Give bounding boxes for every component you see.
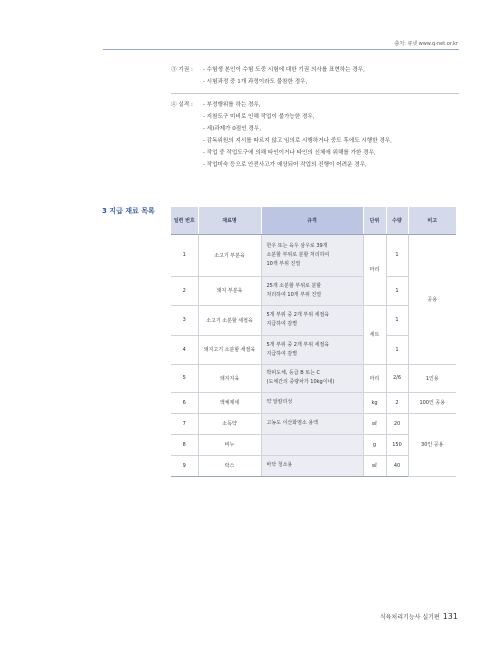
cell-qty: 2 [386, 392, 408, 413]
book-title: 식육처리기능사 실기편 [379, 614, 440, 621]
cell-no: 1 [171, 234, 198, 276]
criteria-label: ③ 기권 : [171, 67, 193, 73]
cell-name: 돼지지육 [198, 364, 261, 392]
criteria-item: - 세)과제가 0점인 경우, [203, 126, 261, 132]
cell-qty: 1 [386, 335, 408, 364]
cell-no: 8 [171, 434, 198, 455]
cell-no: 6 [171, 392, 198, 413]
section-title: 3 지급 재료 목록 [102, 207, 155, 215]
criteria-item: - 수험생 본인이 수험 도중 시험에 대한 기권 의사를 표현하는 경우, [203, 67, 365, 73]
cell-no: 5 [171, 364, 198, 392]
materials-table [171, 207, 456, 477]
cell-note: 100인 공용 [408, 392, 456, 413]
cell-spec: 5개 부위 중 2개 부위 세절육 지급하여 감별 [261, 335, 363, 364]
cell-unit: ㎖ [363, 455, 386, 476]
cell-unit: g [363, 434, 386, 455]
page-footer [380, 612, 458, 621]
cell-qty: 1 [386, 305, 408, 335]
cell-name: 소고기 부분육 [198, 234, 261, 276]
criteria-item: - 부정행위를 하는 경우, [203, 102, 261, 108]
cell-spec: 5개 부위 중 2개 부위 세절육 지급하여 감별 [261, 305, 363, 335]
cell-qty: 20 [386, 413, 408, 434]
cell-no: 9 [171, 455, 198, 476]
cell-unit: 세트 [363, 305, 386, 364]
cell-unit: 마리 [363, 234, 386, 305]
cell-unit: ㎖ [363, 413, 386, 434]
cell-no: 4 [171, 335, 198, 364]
cell-note: 1인용 [408, 364, 456, 392]
cell-spec [261, 434, 363, 455]
criteria-item: - 지참도구 미비로 인해 작업이 불가능한 경우, [203, 114, 315, 120]
cell-qty: 1 [386, 276, 408, 305]
cell-qty: 40 [386, 455, 408, 476]
criteria-item: - 작업 중 작업도구에 의해 타인이거나 타인의 신체에 위해를 가한 경우, [203, 150, 376, 156]
cell-qty: 1 [386, 234, 408, 276]
cell-qty: 2/6 [386, 364, 408, 392]
cell-spec: 박피도체, 등급 B 또는 C (도체간의 중량차가 10kg이내) [261, 364, 363, 392]
cell-name: 소고기 소분할 세절육 [198, 305, 261, 335]
cell-spec: 바닥 청소용 [261, 455, 363, 476]
cell-note: 공용 [408, 234, 456, 364]
cell-note: 30인 공용 [408, 413, 456, 476]
cell-spec: 고농도 이산화염소 용액 [261, 413, 363, 434]
header-note: 비고 [408, 207, 456, 234]
cell-spec: 약 알칼리성 [261, 392, 363, 413]
cell-unit: kg [363, 392, 386, 413]
criteria-label: ④ 실격 : [171, 102, 193, 108]
cell-name: 락스 [198, 455, 261, 476]
cell-name: 비누 [198, 434, 261, 455]
cell-name: 소독약 [198, 413, 261, 434]
header-qty: 수량 [386, 207, 408, 234]
header-no: 일련 번호 [171, 207, 198, 234]
criteria-disqualify [171, 99, 392, 171]
table-header-row [171, 207, 456, 234]
table-row [171, 392, 456, 413]
cell-spec: 한우 또는 육우 삼우로 39개 소분할 부위로 분할 처리하여 10개 부위 진열 [261, 234, 363, 276]
table-row [171, 234, 456, 276]
source-credit: 출처: 큐넷 www.q-net.or.kr [394, 41, 458, 47]
cell-name: 돼지고기 소분할 세절육 [198, 335, 261, 364]
header-spec: 규격 [261, 207, 363, 234]
cell-qty: 150 [386, 434, 408, 455]
page-number: 131 [442, 612, 458, 621]
header-rule [103, 49, 459, 50]
cell-no: 7 [171, 413, 198, 434]
cell-name: 액체제세 [198, 392, 261, 413]
cell-unit: 마리 [363, 364, 386, 392]
table-row [171, 413, 456, 434]
cell-no: 2 [171, 276, 198, 305]
cell-spec: 25개 소분할 부위로 분할 처리하여 10개 부위 진열 [261, 276, 363, 305]
criteria-item: - 감독위원의 지시를 따르지 않고 임의로 시행하거나 중도 후에도 시행한 경우, [203, 138, 392, 144]
cell-name: 돼지 부분육 [198, 276, 261, 305]
criteria-item: - 작업미숙 등으로 안전사고가 예상되어 작업의 진행이 어려운 경우, [203, 162, 367, 168]
criteria-forfeit [171, 64, 365, 88]
header-unit: 단위 [363, 207, 386, 234]
header-name: 재료명 [198, 207, 261, 234]
table-row [171, 364, 456, 392]
section-divider [171, 93, 459, 94]
criteria-item: - 시험과정 중 1개 과정이라도 불참한 경우, [203, 79, 308, 85]
cell-no: 3 [171, 305, 198, 335]
